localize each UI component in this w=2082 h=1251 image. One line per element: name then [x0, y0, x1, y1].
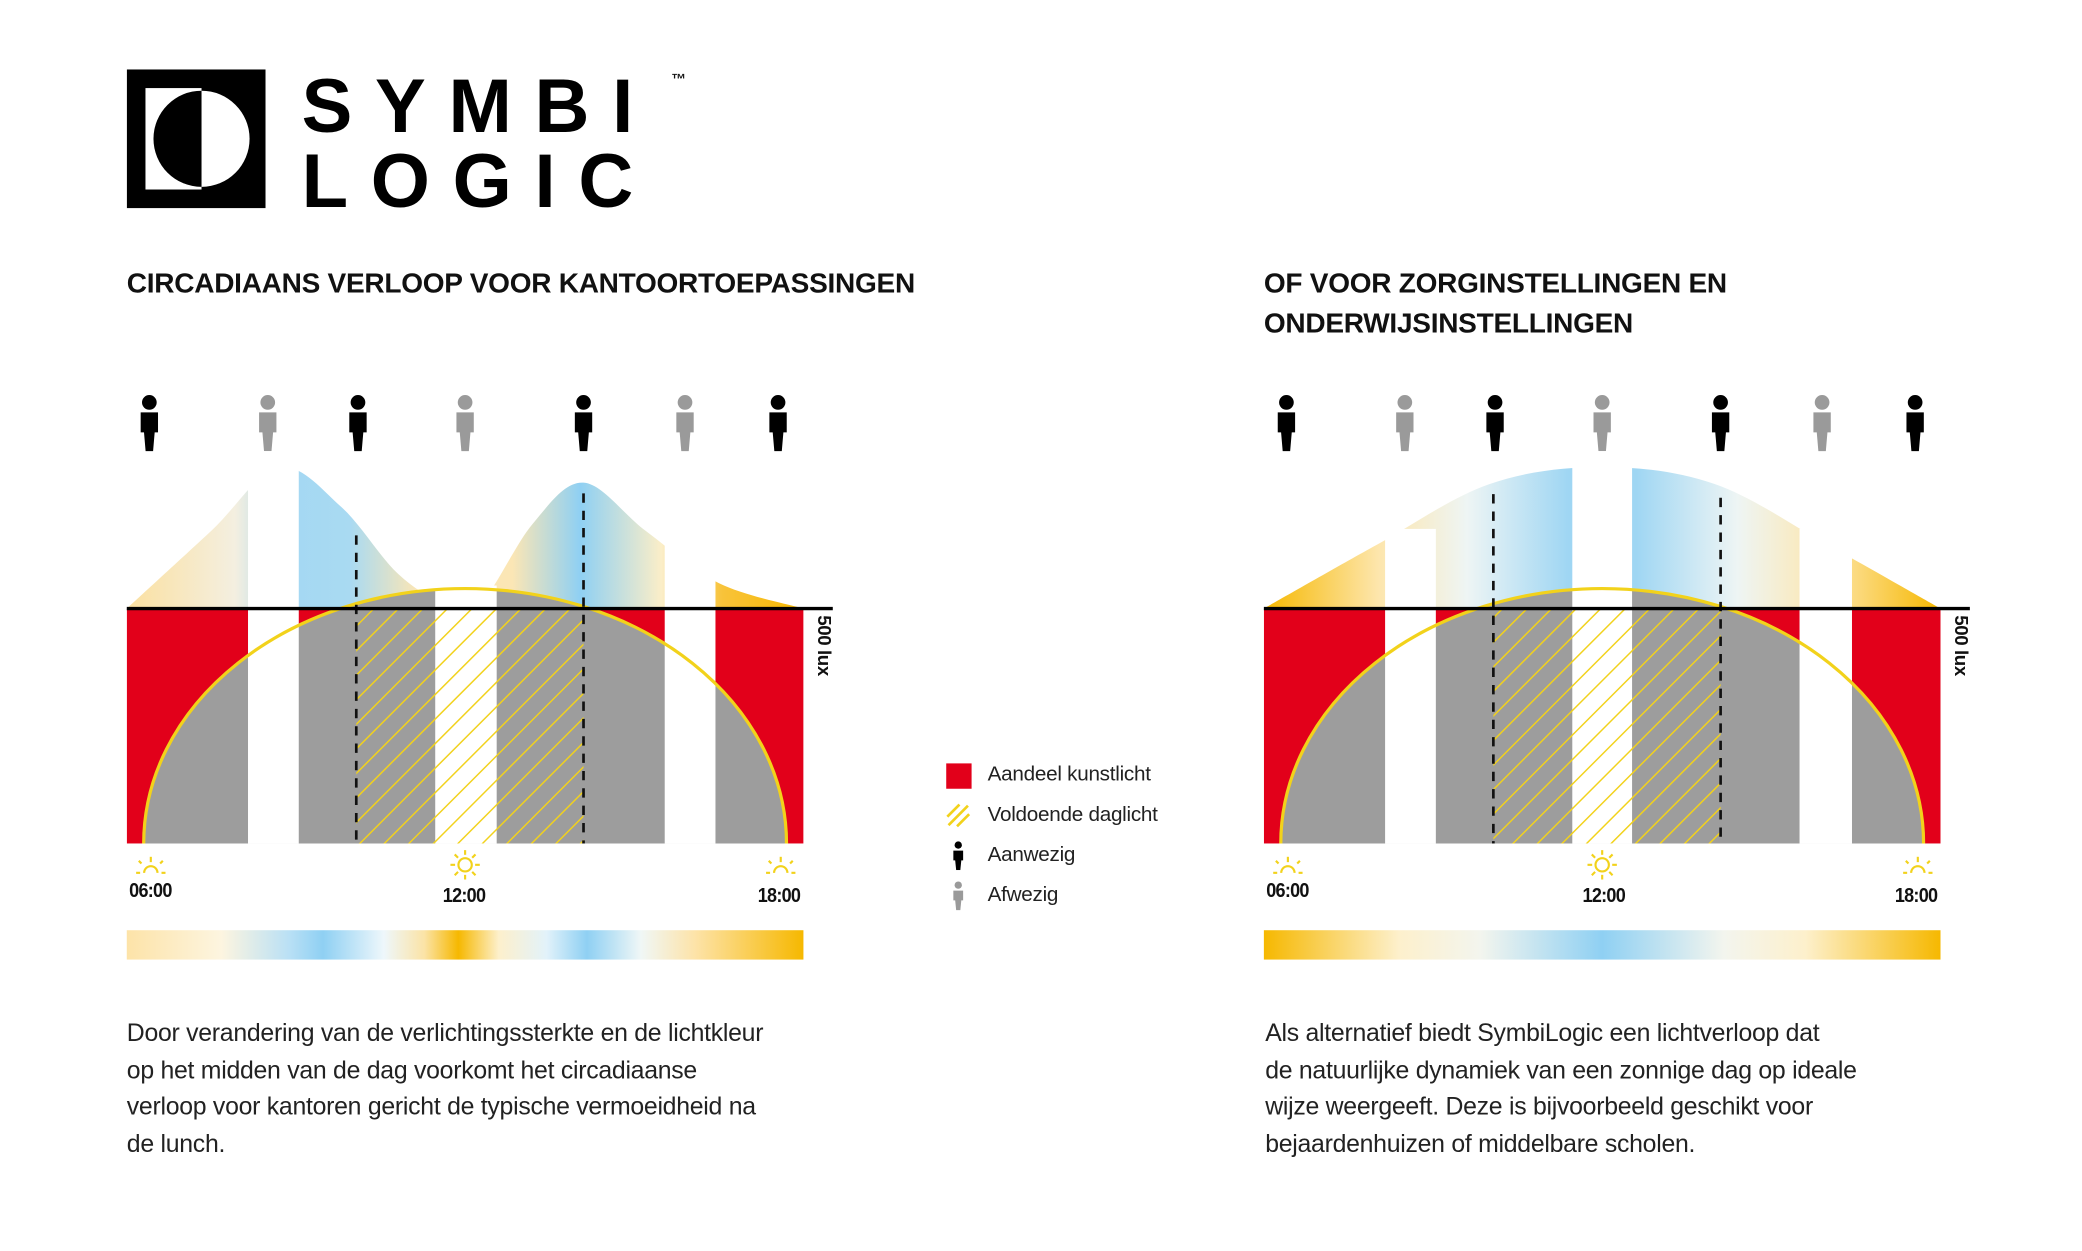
person-body — [1813, 412, 1830, 451]
description-line: Als alternatief biedt SymbiLogic een lichtverloop dat — [1265, 1018, 1820, 1047]
person-present-icon — [1712, 395, 1729, 451]
sun-disc — [1596, 858, 1609, 871]
person-head — [1815, 395, 1830, 410]
person-body — [1396, 412, 1413, 451]
person-body — [1594, 412, 1611, 451]
person-head — [1713, 395, 1728, 410]
absence-band — [248, 451, 299, 843]
person-present-icon — [575, 395, 592, 451]
plot-area — [127, 451, 804, 843]
threshold-label-right: 500 lux — [1951, 615, 1973, 676]
sun-ray — [455, 872, 458, 875]
person-absent-icon — [1594, 395, 1611, 451]
threshold-label-left: 500 lux — [814, 615, 836, 676]
person-present-icon — [1906, 395, 1923, 451]
chart-panel-1 — [1264, 395, 1973, 960]
sun-half-disc — [774, 866, 787, 873]
person-head — [458, 395, 473, 410]
person-head — [576, 395, 591, 410]
logo-text-line1: SYMBI — [301, 64, 656, 150]
sun-half-disc — [144, 866, 157, 873]
absence-band — [1385, 529, 1436, 844]
absence-band — [1800, 529, 1852, 844]
time-label-0600: 06:00 — [1266, 879, 1309, 903]
description-line: Door verandering van de verlichtingssterkte en de lichtkleur — [126, 1018, 764, 1047]
description-line: wijze weergeeft. Deze is bijvoorbeeld geschikt voor — [1265, 1091, 1813, 1120]
person-body — [676, 412, 693, 451]
color-temperature-bar — [1264, 930, 1941, 959]
yellow-hatch-icon — [945, 802, 972, 829]
person-head — [351, 395, 366, 410]
person-head — [771, 395, 786, 410]
left-description — [127, 1014, 763, 1161]
person-head — [678, 395, 693, 410]
person-present-icon — [945, 842, 972, 869]
sun-icon — [1588, 850, 1617, 879]
person-head — [142, 395, 157, 410]
sunrise-icon — [1903, 857, 1932, 873]
person-present-icon — [1486, 395, 1503, 451]
legend-item-daylight — [945, 801, 1158, 830]
person-head — [1595, 395, 1610, 410]
description-line: op het midden van de dag voorkomt het circadiaanse — [126, 1055, 697, 1084]
description-line: de natuurlijke dynamiek van een zonnige dag op ideale — [1265, 1055, 1857, 1084]
sun-ray — [769, 861, 772, 864]
logo-text-line2: LOGIC — [301, 138, 656, 225]
legend-item-artificial-light — [945, 761, 1151, 790]
person-body — [259, 412, 276, 451]
person-head — [260, 395, 275, 410]
sun-ray — [455, 854, 458, 857]
person-head — [1279, 395, 1294, 410]
plot-area — [1264, 451, 1941, 843]
legend-item-absent — [945, 881, 1058, 910]
absence-band — [665, 515, 716, 844]
legend-label: Aanwezig — [987, 843, 1076, 867]
person-body — [1486, 412, 1503, 451]
sun-ray — [1609, 854, 1612, 857]
time-label-1200: 12:00 — [1582, 884, 1626, 908]
person-head — [1397, 395, 1412, 410]
person-body — [1906, 412, 1923, 451]
sun-ray — [160, 861, 163, 864]
title-line: ONDERWIJSINSTELLINGEN — [1263, 308, 1634, 339]
sun-half-disc — [1911, 866, 1924, 873]
description-line: verloop voor kantoren gericht de typische vermoeidheid na — [126, 1091, 756, 1120]
person-present-icon — [349, 395, 366, 451]
title-line: CIRCADIAANS VERLOOP VOOR KANTOORTOEPASSINGEN — [126, 268, 915, 299]
sun-ray — [1592, 872, 1595, 875]
time-label-1200: 12:00 — [442, 884, 486, 908]
legend-label: Afwezig — [987, 883, 1059, 907]
chart-panel-0 — [127, 395, 836, 960]
person-absent-icon — [676, 395, 693, 451]
sun-ray — [1297, 861, 1300, 864]
sun-ray — [1276, 861, 1279, 864]
sun-ray — [1906, 861, 1909, 864]
description-line: de lunch. — [126, 1128, 226, 1157]
person-body — [1278, 412, 1295, 451]
person-present-icon — [1278, 395, 1295, 451]
person-absent-icon — [1396, 395, 1413, 451]
sun-half-disc — [1281, 866, 1294, 873]
time-label-1800: 18:00 — [757, 884, 801, 908]
right-description — [1265, 1014, 1857, 1161]
time-label-1800: 18:00 — [1894, 884, 1938, 908]
sunrise-icon — [766, 857, 795, 873]
sun-ray — [1609, 872, 1612, 875]
color-temperature-bar — [127, 930, 804, 959]
description-line: bejaardenhuizen of middelbare scholen. — [1265, 1128, 1696, 1157]
person-absent-icon — [259, 395, 276, 451]
sun-ray — [1927, 861, 1930, 864]
sun-ray — [139, 861, 142, 864]
person-body — [575, 412, 592, 451]
legend-label: Voldoende daglicht — [987, 803, 1158, 827]
person-head — [1908, 395, 1923, 410]
sun-ray — [1592, 854, 1595, 857]
title-line: OF VOOR ZORGINSTELLINGEN EN — [1263, 268, 1727, 299]
sufficient-daylight-hatch — [356, 609, 583, 844]
person-body — [769, 412, 786, 451]
sun-icon — [450, 850, 479, 879]
sufficient-daylight-hatch — [1493, 609, 1720, 844]
legend-label: Aandeel kunstlicht — [987, 763, 1151, 787]
sun-ray — [472, 854, 475, 857]
sun-ray — [472, 872, 475, 875]
person-present-icon — [769, 395, 786, 451]
person-head — [1488, 395, 1503, 410]
person-body — [349, 412, 366, 451]
time-label-0600: 06:00 — [129, 879, 172, 903]
legend-item-present — [945, 841, 1075, 870]
person-present-icon — [141, 395, 158, 451]
sun-ray — [790, 861, 793, 864]
person-body — [456, 412, 473, 451]
person-body — [141, 412, 158, 451]
person-absent-icon — [456, 395, 473, 451]
sunrise-icon — [1273, 857, 1302, 873]
person-absent-icon — [945, 882, 972, 909]
sunrise-icon — [136, 857, 165, 873]
red-square-icon — [945, 762, 972, 789]
person-absent-icon — [1813, 395, 1830, 451]
person-body — [1712, 412, 1729, 451]
trademark: ™ — [671, 72, 686, 89]
sun-disc — [458, 858, 471, 871]
